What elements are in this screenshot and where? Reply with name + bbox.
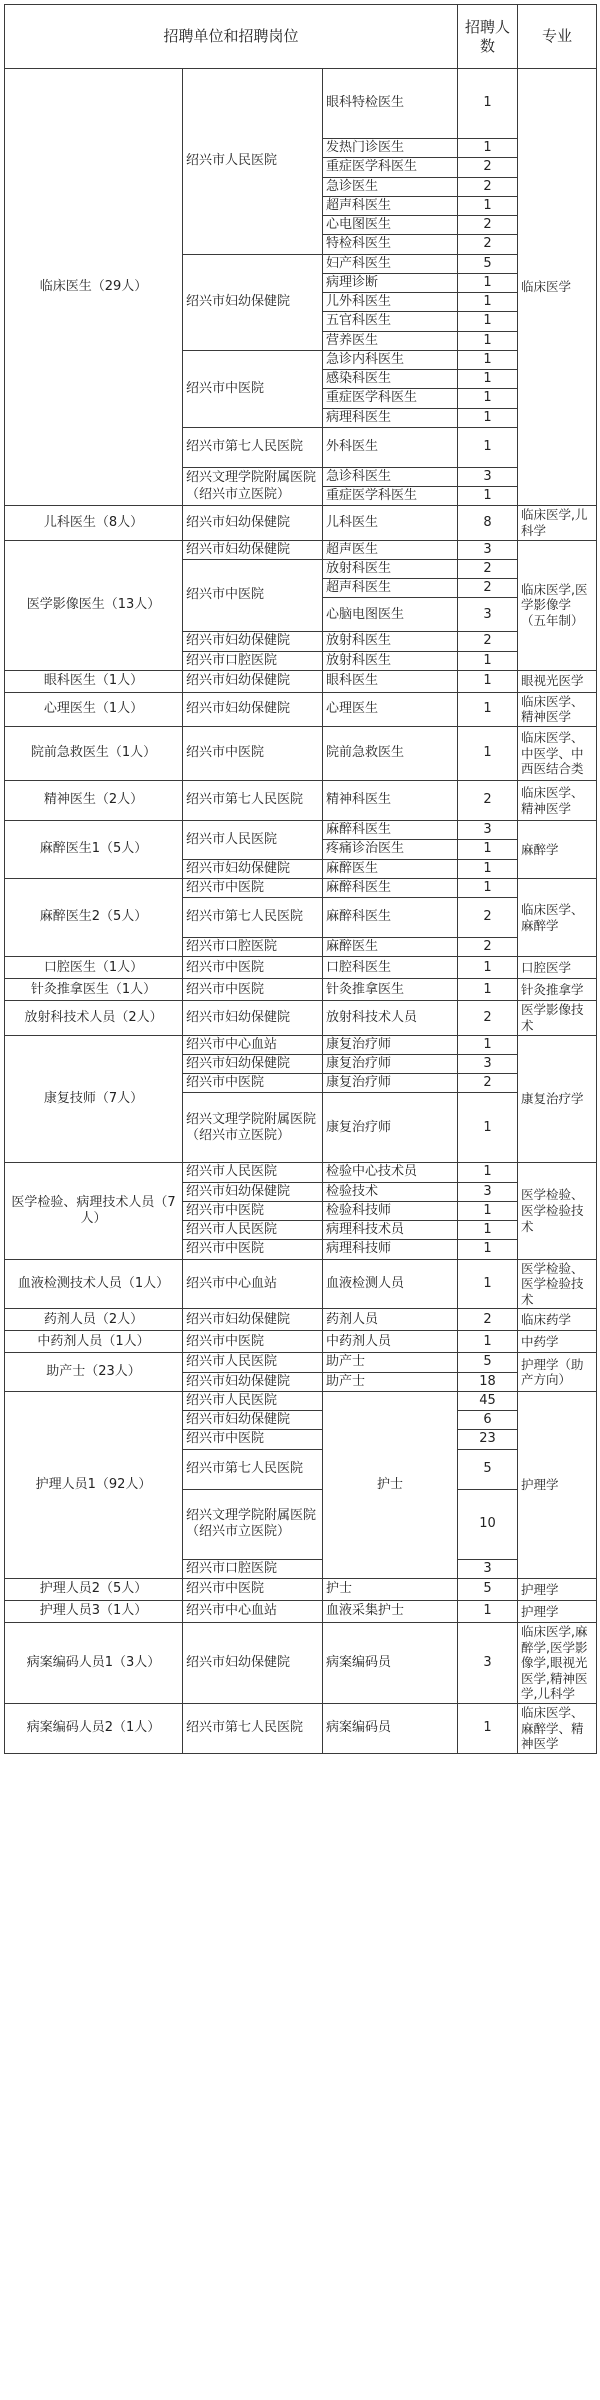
- unit-cell: 绍兴市中医院: [183, 878, 323, 897]
- unit-cell: 绍兴市人民医院: [183, 69, 323, 255]
- unit-cell: 绍兴文理学院附属医院（绍兴市立医院）: [183, 1093, 323, 1163]
- table-row: [5, 1331, 597, 1353]
- unit-cell: 绍兴市中医院: [183, 1074, 323, 1093]
- table-row: [5, 692, 597, 726]
- unit-cell: 绍兴市中心血站: [183, 1259, 323, 1309]
- unit-cell: 绍兴市妇幼保健院: [183, 692, 323, 726]
- unit-cell: 绍兴市妇幼保健院: [183, 859, 323, 878]
- table-row: [5, 1035, 597, 1054]
- count-cell: 3: [458, 1182, 518, 1201]
- position-cell: 检验中心技术员: [323, 1163, 458, 1182]
- count-cell: 3: [458, 540, 518, 559]
- table-row: [5, 957, 597, 979]
- major-cell: 麻醉学: [518, 821, 597, 879]
- count-cell: 45: [458, 1391, 518, 1410]
- count-cell: 1: [458, 1201, 518, 1220]
- count-cell: 2: [458, 158, 518, 177]
- position-cell: 放射科医生: [323, 559, 458, 578]
- unit-cell: 绍兴市人民医院: [183, 1221, 323, 1240]
- unit-cell: 绍兴市中心血站: [183, 1035, 323, 1054]
- position-cell: 急诊医生: [323, 177, 458, 196]
- count-cell: 5: [458, 1449, 518, 1489]
- table-row: [5, 69, 597, 139]
- major-cell: 临床医学、中医学、中西医结合类: [518, 727, 597, 781]
- unit-cell: 绍兴市妇幼保健院: [183, 670, 323, 692]
- major-cell: 中药学: [518, 1331, 597, 1353]
- position-cell: 超声医生: [323, 540, 458, 559]
- category-cell: 病案编码人员1（3人）: [5, 1622, 183, 1703]
- count-cell: 1: [458, 139, 518, 158]
- category-cell: 儿科医生（8人）: [5, 506, 183, 540]
- unit-cell: 绍兴市中医院: [183, 1430, 323, 1449]
- table-row: [5, 781, 597, 821]
- category-cell: 放射科技术人员（2人）: [5, 1001, 183, 1035]
- count-cell: 2: [458, 938, 518, 957]
- position-cell: 针灸推拿医生: [323, 979, 458, 1001]
- position-cell: 康复治疗师: [323, 1035, 458, 1054]
- count-cell: 5: [458, 1353, 518, 1372]
- count-cell: 1: [458, 370, 518, 389]
- position-cell: 助产士: [323, 1372, 458, 1391]
- count-cell: 2: [458, 1309, 518, 1331]
- unit-cell: 绍兴市妇幼保健院: [183, 506, 323, 540]
- position-cell: 助产士: [323, 1353, 458, 1372]
- table-row: [5, 1622, 597, 1703]
- position-cell: 药剂人员: [323, 1309, 458, 1331]
- category-cell: 病案编码人员2（1人）: [5, 1704, 183, 1754]
- count-cell: 2: [458, 898, 518, 938]
- major-cell: 临床医学,儿科学: [518, 506, 597, 540]
- position-cell: 急诊内科医生: [323, 350, 458, 369]
- count-cell: 1: [458, 1240, 518, 1259]
- major-cell: 临床医学,麻醉学,医学影像学,眼视光医学,精神医学,儿科学: [518, 1622, 597, 1703]
- position-cell: 眼科医生: [323, 670, 458, 692]
- count-cell: 23: [458, 1430, 518, 1449]
- count-cell: 2: [458, 632, 518, 651]
- recruitment-table-wrapper: [4, 4, 596, 1754]
- position-cell: 麻醉医生: [323, 859, 458, 878]
- position-cell: 心脑电图医生: [323, 598, 458, 632]
- count-cell: 1: [458, 692, 518, 726]
- count-cell: 1: [458, 1259, 518, 1309]
- major-cell: 护理学: [518, 1600, 597, 1622]
- table-row: [5, 670, 597, 692]
- unit-cell: 绍兴市中医院: [183, 1578, 323, 1600]
- major-cell: 眼视光医学: [518, 670, 597, 692]
- count-cell: 1: [458, 840, 518, 859]
- unit-cell: 绍兴市中医院: [183, 1331, 323, 1353]
- unit-cell: 绍兴市妇幼保健院: [183, 632, 323, 651]
- count-cell: 1: [458, 331, 518, 350]
- position-cell: 精神科医生: [323, 781, 458, 821]
- category-cell: 医学影像医生（13人）: [5, 540, 183, 670]
- major-cell: 临床医学,医学影像学（五年制）: [518, 540, 597, 670]
- position-cell: 病理诊断: [323, 273, 458, 292]
- count-cell: 2: [458, 559, 518, 578]
- position-cell: 放射科医生: [323, 651, 458, 670]
- count-cell: 10: [458, 1489, 518, 1559]
- count-cell: 1: [458, 389, 518, 408]
- position-cell: 检验科技师: [323, 1201, 458, 1220]
- unit-cell: 绍兴市人民医院: [183, 1163, 323, 1182]
- category-cell: 护理人员3（1人）: [5, 1600, 183, 1622]
- count-cell: 1: [458, 1221, 518, 1240]
- position-cell: 重症医学科医生: [323, 158, 458, 177]
- table-row: [5, 1578, 597, 1600]
- category-cell: 助产士（23人）: [5, 1353, 183, 1392]
- position-cell: 病理科技术员: [323, 1221, 458, 1240]
- position-cell: 营养医生: [323, 331, 458, 350]
- table-row: [5, 979, 597, 1001]
- position-cell: 超声科医生: [323, 579, 458, 598]
- unit-cell: 绍兴市第七人民医院: [183, 898, 323, 938]
- position-cell: 检验技术: [323, 1182, 458, 1201]
- position-cell: 放射科技术人员: [323, 1001, 458, 1035]
- unit-cell: 绍兴市第七人民医院: [183, 1449, 323, 1489]
- major-cell: 护理学: [518, 1578, 597, 1600]
- count-cell: 1: [458, 350, 518, 369]
- major-cell: 临床医学、麻醉学: [518, 878, 597, 957]
- major-cell: 口腔医学: [518, 957, 597, 979]
- unit-cell: 绍兴市妇幼保健院: [183, 1309, 323, 1331]
- count-cell: 1: [458, 1331, 518, 1353]
- position-cell: 放射科医生: [323, 632, 458, 651]
- position-cell: 病案编码员: [323, 1704, 458, 1754]
- position-cell: 急诊科医生: [323, 467, 458, 486]
- table-row: [5, 727, 597, 781]
- table-row: [5, 1163, 597, 1182]
- count-cell: 3: [458, 598, 518, 632]
- position-cell: 麻醉科医生: [323, 878, 458, 897]
- unit-cell: 绍兴市妇幼保健院: [183, 254, 323, 350]
- unit-cell: 绍兴市中医院: [183, 559, 323, 632]
- count-cell: 2: [458, 781, 518, 821]
- position-cell: 心电图医生: [323, 216, 458, 235]
- count-cell: 2: [458, 1074, 518, 1093]
- count-cell: 1: [458, 670, 518, 692]
- unit-cell: 绍兴市妇幼保健院: [183, 1182, 323, 1201]
- position-cell: 发热门诊医生: [323, 139, 458, 158]
- position-cell: 特检科医生: [323, 235, 458, 254]
- major-cell: 临床医学: [518, 69, 597, 506]
- category-cell: 精神医生（2人）: [5, 781, 183, 821]
- unit-cell: 绍兴市口腔医院: [183, 651, 323, 670]
- count-cell: 1: [458, 1093, 518, 1163]
- unit-cell: 绍兴市中医院: [183, 979, 323, 1001]
- unit-cell: 绍兴市妇幼保健院: [183, 1001, 323, 1035]
- unit-cell: 绍兴市第七人民医院: [183, 1704, 323, 1754]
- position-cell: 眼科特检医生: [323, 69, 458, 139]
- count-cell: 1: [458, 979, 518, 1001]
- count-cell: 1: [458, 1035, 518, 1054]
- unit-cell: 绍兴市妇幼保健院: [183, 540, 323, 559]
- position-cell: 病案编码员: [323, 1622, 458, 1703]
- table-row: [5, 506, 597, 540]
- count-cell: 1: [458, 727, 518, 781]
- position-cell: 麻醉科医生: [323, 898, 458, 938]
- count-cell: 1: [458, 651, 518, 670]
- unit-cell: 绍兴市中心血站: [183, 1600, 323, 1622]
- position-cell: 康复治疗师: [323, 1054, 458, 1073]
- unit-cell: 绍兴文理学院附属医院（绍兴市立医院）: [183, 467, 323, 506]
- position-cell: 麻醉科医生: [323, 821, 458, 840]
- count-cell: 6: [458, 1411, 518, 1430]
- major-cell: 护理学（助产方向）: [518, 1353, 597, 1392]
- major-cell: 医学检验、医学检验技术: [518, 1163, 597, 1259]
- count-cell: 1: [458, 293, 518, 312]
- position-cell: 超声科医生: [323, 196, 458, 215]
- position-cell: 心理医生: [323, 692, 458, 726]
- unit-cell: 绍兴市第七人民医院: [183, 781, 323, 821]
- category-cell: 麻醉医生1（5人）: [5, 821, 183, 879]
- count-cell: 2: [458, 216, 518, 235]
- count-cell: 1: [458, 312, 518, 331]
- position-cell: 病理科技师: [323, 1240, 458, 1259]
- count-cell: 2: [458, 1001, 518, 1035]
- table-row: [5, 1259, 597, 1309]
- category-cell: 麻醉医生2（5人）: [5, 878, 183, 957]
- unit-cell: 绍兴市妇幼保健院: [183, 1622, 323, 1703]
- position-cell: 儿科医生: [323, 506, 458, 540]
- unit-cell: 绍兴市人民医院: [183, 821, 323, 860]
- count-cell: 5: [458, 254, 518, 273]
- header-count: 招聘人数: [458, 5, 518, 69]
- count-cell: 1: [458, 69, 518, 139]
- position-cell: 护士: [323, 1391, 458, 1578]
- position-cell: 口腔科医生: [323, 957, 458, 979]
- count-cell: 1: [458, 487, 518, 506]
- count-cell: 3: [458, 1054, 518, 1073]
- unit-cell: 绍兴市中医院: [183, 350, 323, 427]
- major-cell: 临床医学、精神医学: [518, 692, 597, 726]
- count-cell: 1: [458, 1600, 518, 1622]
- position-cell: 护士: [323, 1578, 458, 1600]
- position-cell: 儿外科医生: [323, 293, 458, 312]
- category-cell: 口腔医生（1人）: [5, 957, 183, 979]
- category-cell: 针灸推拿医生（1人）: [5, 979, 183, 1001]
- unit-cell: 绍兴市人民医院: [183, 1391, 323, 1410]
- category-cell: 护理人员1（92人）: [5, 1391, 183, 1578]
- table-row: [5, 1391, 597, 1410]
- category-cell: 中药剂人员（1人）: [5, 1331, 183, 1353]
- category-cell: 康复技师（7人）: [5, 1035, 183, 1163]
- category-cell: 心理医生（1人）: [5, 692, 183, 726]
- unit-cell: 绍兴市中医院: [183, 957, 323, 979]
- position-cell: 血液采集护士: [323, 1600, 458, 1622]
- count-cell: 3: [458, 1559, 518, 1578]
- position-cell: 妇产科医生: [323, 254, 458, 273]
- unit-cell: 绍兴市中医院: [183, 1201, 323, 1220]
- header-major: 专业: [518, 5, 597, 69]
- table-row: [5, 878, 597, 897]
- category-cell: 临床医生（29人）: [5, 69, 183, 506]
- position-cell: 血液检测人员: [323, 1259, 458, 1309]
- category-cell: 医学检验、病理技术人员（7人）: [5, 1163, 183, 1259]
- major-cell: 康复治疗学: [518, 1035, 597, 1163]
- position-cell: 康复治疗师: [323, 1074, 458, 1093]
- count-cell: 1: [458, 427, 518, 467]
- unit-cell: 绍兴市中医院: [183, 1240, 323, 1259]
- table-row: [5, 540, 597, 559]
- position-cell: 重症医学科医生: [323, 389, 458, 408]
- position-cell: 麻醉医生: [323, 938, 458, 957]
- unit-cell: 绍兴市人民医院: [183, 1353, 323, 1372]
- table-body: [5, 69, 597, 1754]
- header-unit-position: 招聘单位和招聘岗位: [5, 5, 458, 69]
- major-cell: 医学影像技术: [518, 1001, 597, 1035]
- position-cell: 五官科医生: [323, 312, 458, 331]
- count-cell: 1: [458, 957, 518, 979]
- position-cell: 感染科医生: [323, 370, 458, 389]
- count-cell: 2: [458, 177, 518, 196]
- count-cell: 3: [458, 821, 518, 840]
- table-row: [5, 1309, 597, 1331]
- category-cell: 院前急救医生（1人）: [5, 727, 183, 781]
- count-cell: 1: [458, 878, 518, 897]
- count-cell: 1: [458, 408, 518, 427]
- major-cell: 医学检验、医学检验技术: [518, 1259, 597, 1309]
- count-cell: 8: [458, 506, 518, 540]
- recruitment-table: [4, 4, 597, 1754]
- major-cell: 护理学: [518, 1391, 597, 1578]
- position-cell: 疼痛诊治医生: [323, 840, 458, 859]
- position-cell: 院前急救医生: [323, 727, 458, 781]
- position-cell: 康复治疗师: [323, 1093, 458, 1163]
- category-cell: 药剂人员（2人）: [5, 1309, 183, 1331]
- count-cell: 1: [458, 1704, 518, 1754]
- count-cell: 18: [458, 1372, 518, 1391]
- table-row: [5, 1001, 597, 1035]
- count-cell: 3: [458, 1622, 518, 1703]
- table-row: [5, 1353, 597, 1372]
- major-cell: 临床药学: [518, 1309, 597, 1331]
- category-cell: 血液检测技术人员（1人）: [5, 1259, 183, 1309]
- unit-cell: 绍兴市妇幼保健院: [183, 1372, 323, 1391]
- count-cell: 3: [458, 467, 518, 486]
- count-cell: 5: [458, 1578, 518, 1600]
- position-cell: 中药剂人员: [323, 1331, 458, 1353]
- unit-cell: 绍兴文理学院附属医院（绍兴市立医院）: [183, 1489, 323, 1559]
- major-cell: 临床医学、麻醉学、精神医学: [518, 1704, 597, 1754]
- header-row: [5, 5, 597, 69]
- count-cell: 1: [458, 1163, 518, 1182]
- table-row: [5, 821, 597, 840]
- count-cell: 2: [458, 579, 518, 598]
- count-cell: 1: [458, 196, 518, 215]
- unit-cell: 绍兴市妇幼保健院: [183, 1054, 323, 1073]
- category-cell: 护理人员2（5人）: [5, 1578, 183, 1600]
- count-cell: 2: [458, 235, 518, 254]
- unit-cell: 绍兴市第七人民医院: [183, 427, 323, 467]
- unit-cell: 绍兴市妇幼保健院: [183, 1411, 323, 1430]
- unit-cell: 绍兴市口腔医院: [183, 1559, 323, 1578]
- unit-cell: 绍兴市口腔医院: [183, 938, 323, 957]
- category-cell: 眼科医生（1人）: [5, 670, 183, 692]
- table-row: [5, 1704, 597, 1754]
- table-row: [5, 1600, 597, 1622]
- major-cell: 临床医学、精神医学: [518, 781, 597, 821]
- position-cell: 重症医学科医生: [323, 487, 458, 506]
- position-cell: 外科医生: [323, 427, 458, 467]
- count-cell: 1: [458, 273, 518, 292]
- position-cell: 病理科医生: [323, 408, 458, 427]
- unit-cell: 绍兴市中医院: [183, 727, 323, 781]
- major-cell: 针灸推拿学: [518, 979, 597, 1001]
- count-cell: 1: [458, 859, 518, 878]
